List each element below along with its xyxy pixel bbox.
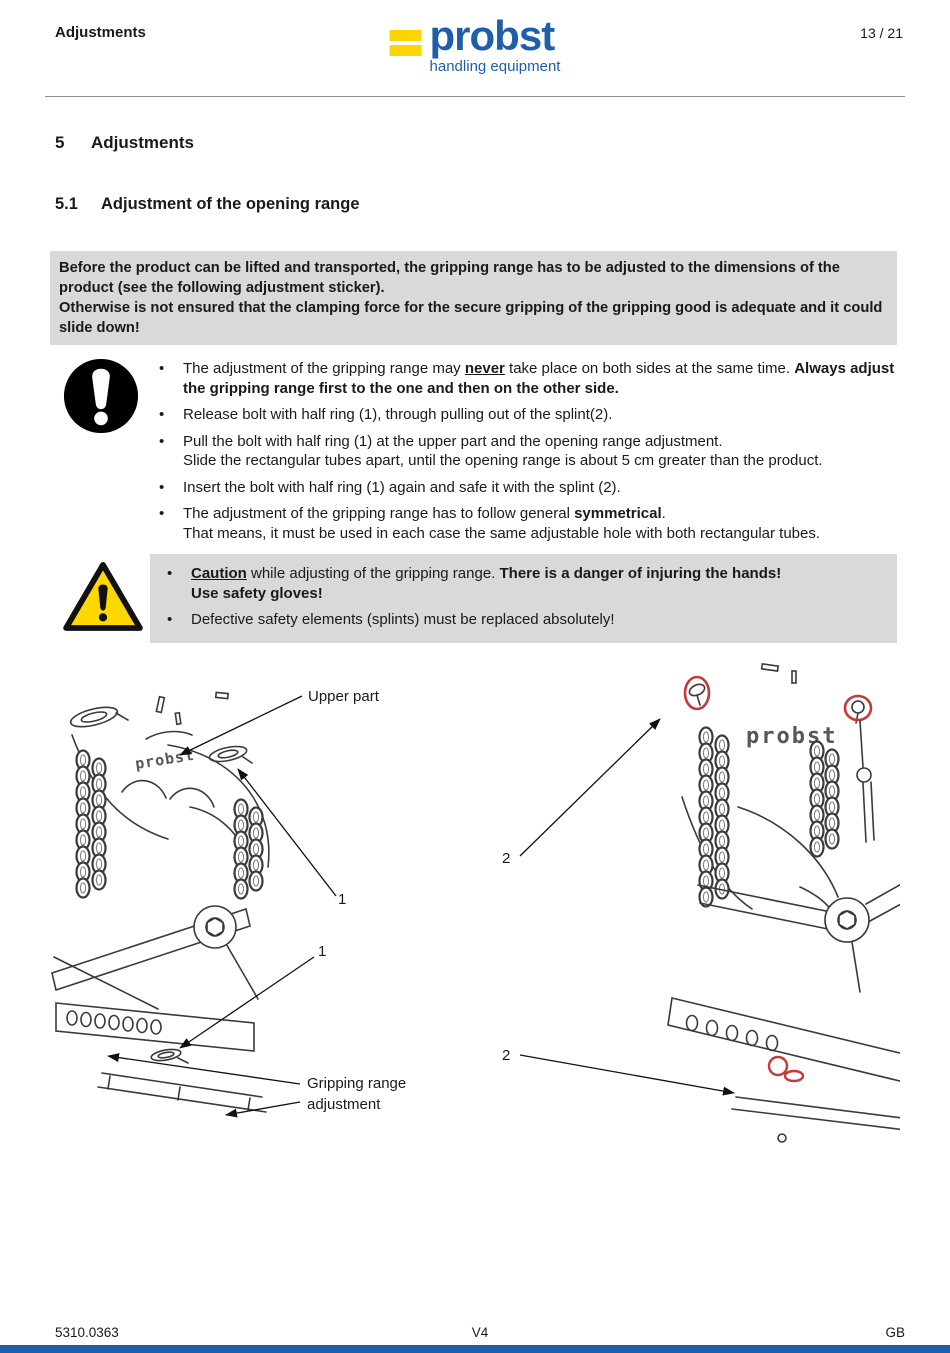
caution-bullets-wrap	[150, 554, 897, 643]
half-ring-bottom	[150, 1047, 188, 1063]
bullet-item: • The adjustment of the gripping range may never take place on both sides at the same time. Always adjust the gripping range first to the one and then on the other side.	[150, 359, 897, 398]
figure-right-brand-mark: probst	[746, 723, 838, 749]
intro-paragraph: Before the product can be lifted and transported, the gripping range has to be adjusted to the dimensions of the product (see the following adjustment sticker).	[59, 260, 840, 296]
notice-bullet-list	[150, 359, 897, 543]
probst-logo	[390, 12, 561, 75]
label-upper-part: Upper part	[308, 687, 379, 705]
logo-bar-bottom	[390, 45, 422, 56]
chain-left	[77, 750, 263, 898]
figure-left-brand-mark: probst	[133, 745, 197, 773]
footer-accent-bar	[0, 1345, 950, 1353]
intro-paragraph: Otherwise is not ensured that the clamping force for the secure gripping of the gripping good is adequate and it could slide down!	[59, 300, 883, 336]
footer-version: V4	[471, 1325, 489, 1340]
page-number: 13 / 21	[860, 25, 903, 41]
intro-warning-box	[50, 251, 897, 345]
caution-bullet-list	[158, 564, 889, 630]
bullet-item: • Insert the bolt with half ring (1) again and safe it with the splint (2).	[150, 478, 897, 498]
logo-tagline: handling equipment	[429, 57, 561, 75]
label-gripping-range-line2: adjustment	[307, 1095, 381, 1113]
label-callout-1b: 1	[318, 942, 327, 960]
technical-illustrations	[50, 657, 900, 1157]
splint-highlight-bottom	[769, 1057, 803, 1081]
label-callout-2a: 2	[502, 849, 511, 867]
probst-logo-mark-icon	[390, 30, 422, 56]
figure-left-illustration	[52, 692, 269, 1112]
exclamation-icon	[62, 357, 140, 435]
notice-icon-column	[50, 353, 150, 550]
chain-right	[700, 727, 839, 906]
figure-right-callouts	[502, 719, 734, 1093]
header-section-title: Adjustments	[55, 24, 146, 41]
warning-triangle-icon	[62, 559, 144, 633]
label-callout-1a: 1	[338, 890, 347, 908]
notice-section	[50, 353, 897, 550]
caution-icon-column	[50, 559, 150, 638]
logo-text	[429, 12, 561, 75]
footer-language: GB	[885, 1325, 905, 1340]
bullet-item: • Caution while adjusting of the gripping range. There is a danger of injuring the hands! Use safety gloves!	[158, 564, 889, 603]
splint-highlight-top-left	[685, 677, 709, 709]
bullet-item: • Pull the bolt with half ring (1) at the upper part and the opening range adjustment. Slide the rectangular tubes apart, until the opening range is about 5 cm greater than the product.	[150, 432, 897, 471]
label-callout-2b: 2	[502, 1046, 511, 1064]
logo-bar-top	[390, 30, 422, 41]
page-header	[45, 0, 905, 97]
notice-bullets-wrap	[150, 353, 897, 550]
subsection-heading	[55, 195, 895, 214]
splint-highlight-top-right	[845, 696, 871, 723]
section-title: Adjustments	[91, 133, 194, 152]
figures-area	[0, 657, 950, 1162]
bullet-item: • The adjustment of the gripping range has to follow general symmetrical. That means, it must be used in each case the same adjustable hole with both rectangular tubes.	[150, 504, 897, 543]
half-ring-top	[208, 743, 252, 764]
caution-section	[50, 554, 897, 643]
section-number: 5	[55, 133, 65, 152]
footer-doc-number: 5310.0363	[55, 1325, 119, 1340]
page-footer	[0, 1325, 950, 1340]
label-gripping-range-line1: Gripping range	[307, 1074, 407, 1092]
bullet-item: • Release bolt with half ring (1), through pulling out of the splint(2).	[150, 405, 897, 425]
subsection-number: 5.1	[55, 195, 78, 213]
subsection-title: Adjustment of the opening range	[101, 195, 360, 213]
section-heading	[55, 133, 895, 153]
bullet-item: • Defective safety elements (splints) must be replaced absolutely!	[158, 610, 889, 630]
logo-brand: probst	[429, 12, 555, 59]
figure-right-illustration	[668, 663, 900, 1141]
